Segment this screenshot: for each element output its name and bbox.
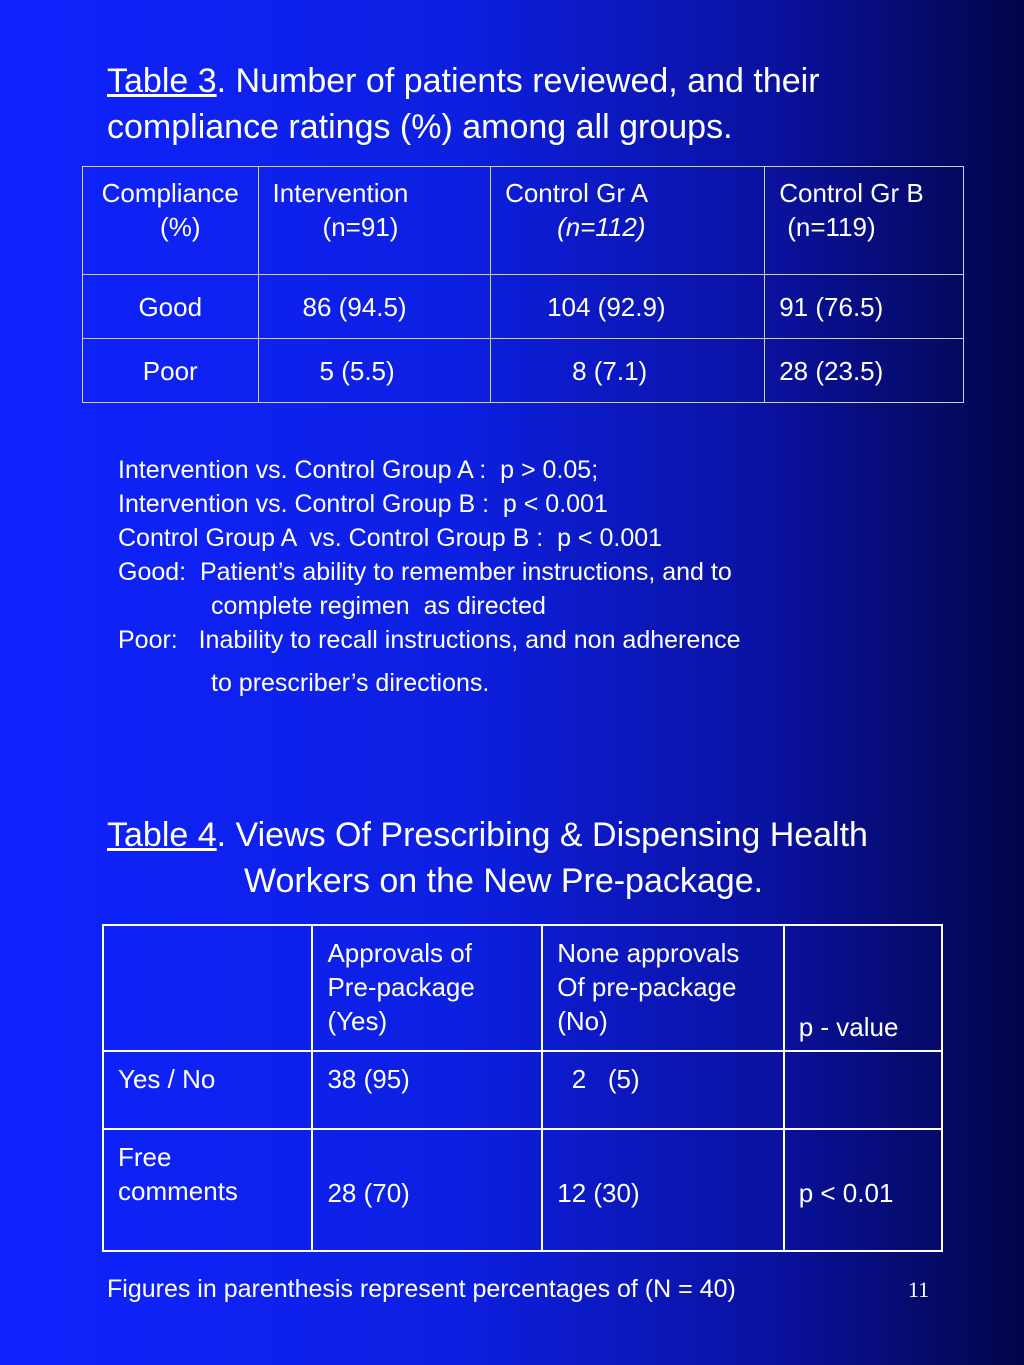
table4-row: [103, 1129, 942, 1251]
table3-header-cell: [491, 167, 765, 275]
table3-header-text: (n=112): [557, 212, 646, 242]
table4-header-row: [103, 925, 942, 1051]
note-line: Intervention vs. Control Group B : p < 0.001: [118, 490, 608, 518]
table4-cell: [542, 1051, 783, 1129]
note-line: Good: Patient’s ability to remember instructions, and to: [118, 558, 732, 586]
table4-header-text: Approvals of Pre-package (Yes): [327, 938, 475, 1036]
table3-cell: 91 (76.5): [765, 275, 964, 339]
table3-cell: 86 (94.5): [258, 275, 491, 339]
table4-cell: [784, 1051, 942, 1129]
table4-cell: [103, 1051, 312, 1129]
table3-notes: [118, 453, 741, 700]
table3-row: [83, 275, 964, 339]
table4-cell: [312, 1051, 542, 1129]
note-line: Poor: Inability to recall instructions, and non adherence: [118, 626, 741, 654]
table3-header-cell: [258, 167, 491, 275]
table3-cell: Poor: [83, 339, 259, 403]
table3-header-text: (%): [160, 212, 201, 242]
table4-cell: [542, 1129, 783, 1251]
table4-header-text: p - value: [798, 1012, 899, 1042]
table3-title-line1: . Number of patients reviewed, and their: [216, 62, 820, 100]
table4-cell-text: Free comments: [118, 1142, 238, 1206]
table4-title-line2: Workers on the New Pre-package.: [244, 862, 764, 900]
footnote: Figures in parenthesis represent percentages of (N = 40): [107, 1275, 736, 1303]
table4-header-text: [104, 926, 311, 936]
table4-header-cell: [312, 925, 542, 1051]
table4-header-cell: [542, 925, 783, 1051]
table4-title: [107, 812, 868, 904]
page-number: 11: [908, 1277, 930, 1302]
table4-header-cell: [784, 925, 942, 1051]
note-line: Intervention vs. Control Group A : p > 0.05;: [118, 456, 599, 484]
table3-row: [83, 339, 964, 403]
table4-row: [103, 1051, 942, 1129]
table3-header-text: Compliance: [101, 178, 239, 208]
table4-cell-text: 12 (30): [557, 1178, 640, 1208]
table4-cell-text: 2 (5): [557, 1064, 640, 1094]
table3-cell: 104 (92.9): [491, 275, 765, 339]
table4-cell: [312, 1129, 542, 1251]
table3-header-cell: [83, 167, 259, 275]
table4-cell: [103, 1129, 312, 1251]
table4-cell-text: 28 (70): [327, 1178, 410, 1208]
table4-title-ref: Table 4: [107, 816, 217, 854]
table4-header-text: None approvals Of pre-package (No): [557, 938, 740, 1036]
table3-header-text: (n=119): [787, 212, 876, 242]
table3-title-ref: Table 3: [107, 62, 217, 100]
table4-header-cell: [103, 925, 312, 1051]
table3-header-text: (n=91): [322, 212, 399, 242]
table3-title: [107, 58, 967, 150]
table3-header-row: [83, 167, 964, 275]
note-line: complete regimen as directed: [211, 592, 546, 620]
table3: [82, 166, 964, 403]
table3-cell: Good: [83, 275, 259, 339]
table3-cell: 5 (5.5): [258, 339, 491, 403]
table4-cell-text: p < 0.01: [798, 1178, 894, 1208]
table4-cell-text: 38 (95): [327, 1064, 410, 1094]
table4: [102, 924, 943, 1252]
table3-header-text: Control Gr A: [505, 178, 649, 208]
table4-cell-text: Yes / No: [118, 1064, 216, 1094]
table3-header-text: Control Gr B: [779, 178, 924, 208]
table3-cell: 8 (7.1): [491, 339, 765, 403]
table3-title-line2: compliance ratings (%) among all groups.: [107, 108, 733, 146]
table4-cell: [784, 1129, 942, 1251]
table4-title-line1: . Views Of Prescribing & Dispensing Health: [216, 816, 868, 854]
table3-header-cell: [765, 167, 964, 275]
table4-cell-text: [785, 1052, 941, 1062]
table3-header-text: Intervention: [272, 178, 409, 208]
table3-cell: 28 (23.5): [765, 339, 964, 403]
note-line: to prescriber’s directions.: [211, 669, 490, 697]
note-line: Control Group A vs. Control Group B : p < 0.001: [118, 524, 663, 552]
